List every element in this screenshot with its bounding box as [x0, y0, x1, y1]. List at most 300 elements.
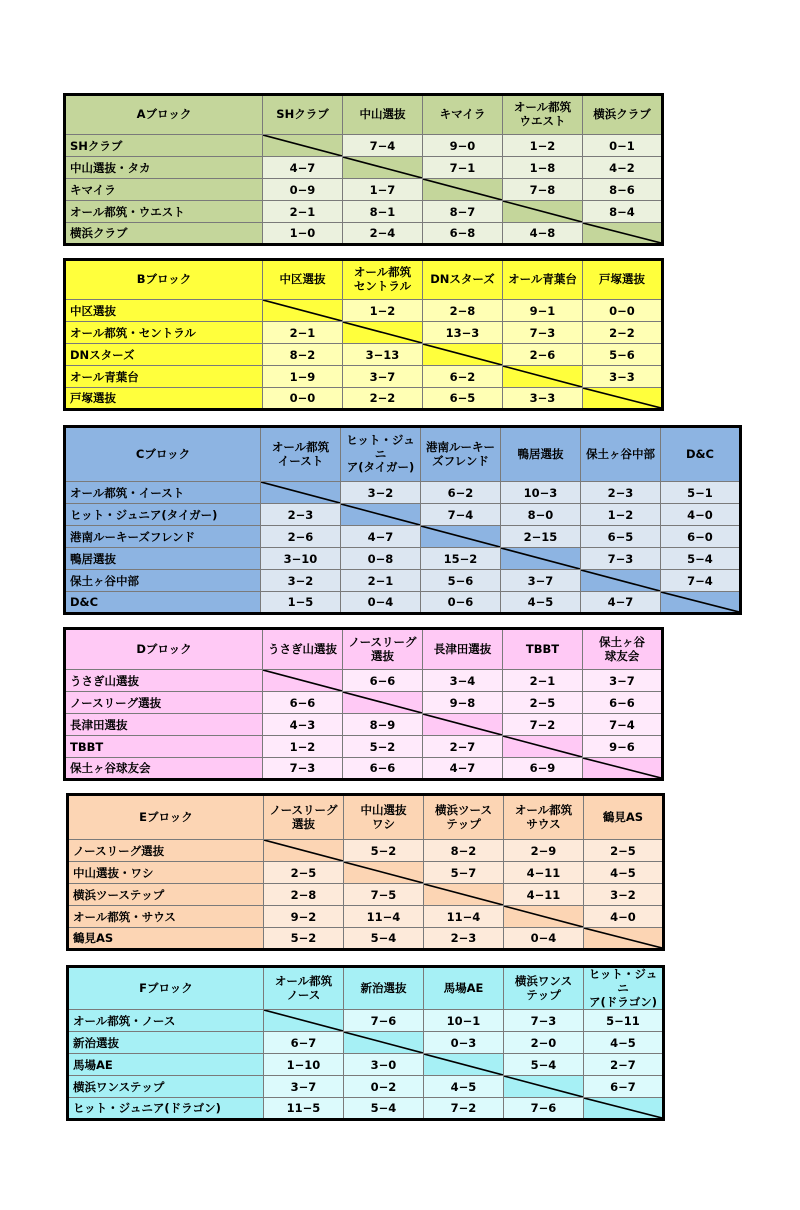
score-cell: 3−3: [583, 366, 663, 388]
score-cell: 11−5: [264, 1098, 344, 1120]
diagonal-slash-icon: [343, 322, 422, 343]
table-row: [68, 884, 664, 906]
score-cell: 1−5: [261, 592, 341, 614]
column-header: オール青葉台: [503, 260, 583, 300]
column-header: キマイラ: [423, 95, 503, 135]
diagonal-slash-icon: [424, 1054, 503, 1075]
team-name: 中山選抜・ワシ: [68, 862, 264, 884]
score-cell: 5−7: [424, 862, 504, 884]
score-cell: 5−2: [264, 928, 344, 950]
block-a-table: [63, 93, 664, 246]
score-cell: 5−2: [344, 840, 424, 862]
block-d-table: [63, 627, 664, 781]
diagonal-slash-icon: [584, 1098, 662, 1118]
score-cell: 7−2: [503, 714, 583, 736]
table-row: [65, 570, 741, 592]
table-row: [65, 758, 663, 780]
score-cell: 6−6: [343, 670, 423, 692]
table-row: [65, 322, 663, 344]
diagonal-cell: [261, 482, 341, 504]
diagonal-slash-icon: [261, 482, 340, 503]
diagonal-cell: [503, 366, 583, 388]
diagonal-cell: [343, 692, 423, 714]
score-cell: 2−8: [423, 300, 503, 322]
table-row: [68, 1054, 664, 1076]
team-name: 鶴見AS: [68, 928, 264, 950]
table-row: [68, 928, 664, 950]
score-cell: 2−7: [584, 1054, 664, 1076]
team-name: オール都筑・セントラル: [65, 322, 263, 344]
score-cell: 11−4: [344, 906, 424, 928]
team-name: オール都筑・ウエスト: [65, 201, 263, 223]
score-cell: 7−6: [344, 1010, 424, 1032]
score-cell: 6−6: [343, 758, 423, 780]
score-cell: 2−3: [581, 482, 661, 504]
score-cell: 3−7: [501, 570, 581, 592]
column-header: オール都筑 セントラル: [343, 260, 423, 300]
score-cell: 2−5: [264, 862, 344, 884]
diagonal-slash-icon: [583, 223, 661, 243]
diagonal-cell: [503, 736, 583, 758]
table-row: [65, 223, 663, 245]
team-name: 長津田選抜: [65, 714, 263, 736]
score-cell: 8−0: [501, 504, 581, 526]
diagonal-cell: [584, 1098, 664, 1120]
diagonal-cell: [583, 758, 663, 780]
column-header: オール都筑 ウエスト: [503, 95, 583, 135]
team-name: オール青葉台: [65, 366, 263, 388]
column-header: D&C: [661, 427, 741, 482]
column-header: TBBT: [503, 629, 583, 670]
score-cell: 13−3: [423, 322, 503, 344]
diagonal-cell: [343, 157, 423, 179]
score-cell: 11−4: [424, 906, 504, 928]
diagonal-cell: [583, 388, 663, 410]
score-cell: 2−3: [424, 928, 504, 950]
score-cell: 3−2: [341, 482, 421, 504]
diagonal-slash-icon: [341, 504, 420, 525]
score-cell: 7−4: [421, 504, 501, 526]
diagonal-cell: [264, 840, 344, 862]
column-header: オール都筑 サウス: [504, 795, 584, 840]
table-row: [68, 1076, 664, 1098]
score-cell: 1−0: [263, 223, 343, 245]
team-name: ヒット・ジュニア(タイガー): [65, 504, 261, 526]
team-name: オール都筑・イースト: [65, 482, 261, 504]
table-row: [65, 670, 663, 692]
team-name: TBBT: [65, 736, 263, 758]
team-name: 横浜クラブ: [65, 223, 263, 245]
score-cell: 4−7: [263, 157, 343, 179]
score-cell: 3−4: [423, 670, 503, 692]
score-cell: 2−5: [503, 692, 583, 714]
team-name: 保土ヶ谷中部: [65, 570, 261, 592]
diagonal-slash-icon: [344, 862, 423, 883]
column-header: 港南ルーキー ズフレンド: [421, 427, 501, 482]
diagonal-cell: [501, 548, 581, 570]
score-cell: 7−3: [581, 548, 661, 570]
score-cell: 1−8: [503, 157, 583, 179]
column-header: SHクラブ: [263, 95, 343, 135]
score-cell: 1−7: [343, 179, 423, 201]
header-row: [68, 795, 664, 840]
score-cell: 6−9: [503, 758, 583, 780]
diagonal-slash-icon: [503, 736, 582, 757]
team-name: オール都筑・サウス: [68, 906, 264, 928]
diagonal-slash-icon: [503, 366, 582, 387]
team-name: 港南ルーキーズフレンド: [65, 526, 261, 548]
table-row: [65, 714, 663, 736]
score-cell: 7−5: [344, 884, 424, 906]
score-cell: 2−1: [263, 322, 343, 344]
score-cell: 15−2: [421, 548, 501, 570]
score-cell: 0−0: [263, 388, 343, 410]
diagonal-slash-icon: [343, 692, 422, 713]
score-cell: 1−2: [343, 300, 423, 322]
score-cell: 8−1: [343, 201, 423, 223]
diagonal-slash-icon: [264, 840, 343, 861]
column-header: ヒット・ジュニ ア(ドラゴン): [584, 967, 664, 1010]
score-cell: 4−2: [583, 157, 663, 179]
diagonal-cell: [503, 201, 583, 223]
header-row: [65, 95, 663, 135]
column-header: 長津田選抜: [423, 629, 503, 670]
score-cell: 5−4: [344, 1098, 424, 1120]
column-header: 横浜ワンス テップ: [504, 967, 584, 1010]
score-cell: 2−8: [264, 884, 344, 906]
score-cell: 4−5: [584, 1032, 664, 1054]
table-row: [68, 1098, 664, 1120]
column-header: 中山選抜 ワシ: [344, 795, 424, 840]
score-cell: 2−9: [504, 840, 584, 862]
score-cell: 6−8: [423, 223, 503, 245]
diagonal-slash-icon: [583, 388, 661, 408]
table-row: [65, 592, 741, 614]
score-cell: 5−6: [583, 344, 663, 366]
score-cell: 7−6: [504, 1098, 584, 1120]
column-header: 鶴見AS: [584, 795, 664, 840]
column-header: オール都筑 ノース: [264, 967, 344, 1010]
score-cell: 6−7: [584, 1076, 664, 1098]
score-cell: 6−5: [423, 388, 503, 410]
diagonal-cell: [661, 592, 741, 614]
diagonal-slash-icon: [423, 344, 502, 365]
score-cell: 5−1: [661, 482, 741, 504]
score-cell: 2−6: [503, 344, 583, 366]
diagonal-slash-icon: [343, 157, 422, 178]
block-title: Fブロック: [68, 967, 264, 1010]
diagonal-slash-icon: [504, 1076, 583, 1097]
score-cell: 4−7: [423, 758, 503, 780]
score-cell: 4−5: [584, 862, 664, 884]
score-cell: 4−5: [501, 592, 581, 614]
diagonal-cell: [504, 1076, 584, 1098]
block-f-table: [66, 965, 665, 1121]
diagonal-cell: [344, 1032, 424, 1054]
score-cell: 1−2: [503, 135, 583, 157]
team-name: うさぎ山選抜: [65, 670, 263, 692]
score-cell: 7−2: [424, 1098, 504, 1120]
diagonal-slash-icon: [421, 526, 500, 547]
table-row: [65, 300, 663, 322]
column-header: ノースリーグ 選抜: [264, 795, 344, 840]
table-row: [65, 179, 663, 201]
diagonal-slash-icon: [264, 1010, 343, 1031]
score-cell: 4−11: [504, 884, 584, 906]
score-cell: 9−1: [503, 300, 583, 322]
score-cell: 7−3: [504, 1010, 584, 1032]
diagonal-cell: [423, 344, 503, 366]
column-header: 保土ヶ谷中部: [581, 427, 661, 482]
table-row: [65, 388, 663, 410]
score-cell: 3−7: [343, 366, 423, 388]
table-row: [65, 736, 663, 758]
diagonal-slash-icon: [423, 714, 502, 735]
diagonal-slash-icon: [501, 548, 580, 569]
column-header: 保土ヶ谷 球友会: [583, 629, 663, 670]
score-cell: 4−3: [263, 714, 343, 736]
score-cell: 2−1: [341, 570, 421, 592]
diagonal-slash-icon: [503, 201, 582, 222]
score-cell: 8−6: [583, 179, 663, 201]
column-header: うさぎ山選抜: [263, 629, 343, 670]
score-cell: 9−8: [423, 692, 503, 714]
score-cell: 9−2: [264, 906, 344, 928]
diagonal-cell: [263, 670, 343, 692]
team-name: ヒット・ジュニア(ドラゴン): [68, 1098, 264, 1120]
diagonal-cell: [504, 906, 584, 928]
team-name: ノースリーグ選抜: [68, 840, 264, 862]
score-cell: 2−1: [263, 201, 343, 223]
table-row: [65, 504, 741, 526]
score-cell: 0−3: [424, 1032, 504, 1054]
column-header: 横浜ツース テップ: [424, 795, 504, 840]
score-cell: 0−2: [344, 1076, 424, 1098]
score-cell: 0−1: [583, 135, 663, 157]
diagonal-slash-icon: [263, 670, 342, 691]
column-header: 横浜クラブ: [583, 95, 663, 135]
score-cell: 3−2: [261, 570, 341, 592]
diagonal-cell: [263, 135, 343, 157]
team-name: 保土ヶ谷球友会: [65, 758, 263, 780]
score-cell: 3−2: [584, 884, 664, 906]
column-header: ヒット・ジュニ ア(タイガー): [341, 427, 421, 482]
team-name: 馬場AE: [68, 1054, 264, 1076]
team-name: 新治選抜: [68, 1032, 264, 1054]
score-cell: 3−7: [264, 1076, 344, 1098]
column-header: オール都筑 イースト: [261, 427, 341, 482]
score-cell: 5−4: [661, 548, 741, 570]
score-cell: 10−3: [501, 482, 581, 504]
score-cell: 6−0: [661, 526, 741, 548]
score-cell: 1−2: [263, 736, 343, 758]
table-row: [68, 1010, 664, 1032]
table-row: [68, 840, 664, 862]
score-cell: 4−0: [661, 504, 741, 526]
score-cell: 7−4: [343, 135, 423, 157]
diagonal-cell: [423, 179, 503, 201]
score-cell: 4−8: [503, 223, 583, 245]
team-name: 中区選抜: [65, 300, 263, 322]
team-name: ノースリーグ選抜: [65, 692, 263, 714]
diagonal-slash-icon: [581, 570, 660, 591]
column-header: 馬場AE: [424, 967, 504, 1010]
score-cell: 2−5: [584, 840, 664, 862]
diagonal-slash-icon: [504, 906, 583, 927]
score-cell: 4−11: [504, 862, 584, 884]
column-header: 鴨居選抜: [501, 427, 581, 482]
score-cell: 9−6: [583, 736, 663, 758]
score-cell: 0−9: [263, 179, 343, 201]
table-row: [68, 862, 664, 884]
score-cell: 0−0: [583, 300, 663, 322]
header-row: [65, 629, 663, 670]
team-name: 横浜ワンステップ: [68, 1076, 264, 1098]
score-cell: 7−4: [583, 714, 663, 736]
diagonal-cell: [344, 862, 424, 884]
score-cell: 6−2: [421, 482, 501, 504]
diagonal-cell: [343, 322, 423, 344]
score-cell: 8−7: [423, 201, 503, 223]
score-cell: 3−10: [261, 548, 341, 570]
score-cell: 5−11: [584, 1010, 664, 1032]
score-cell: 0−4: [504, 928, 584, 950]
header-row: [68, 967, 664, 1010]
score-cell: 3−7: [583, 670, 663, 692]
block-e-table: [66, 793, 665, 951]
block-title: Cブロック: [65, 427, 261, 482]
score-cell: 10−1: [424, 1010, 504, 1032]
block-b-table: [63, 258, 664, 411]
score-cell: 7−3: [503, 322, 583, 344]
table-row: [68, 1032, 664, 1054]
score-cell: 1−2: [581, 504, 661, 526]
table-row: [68, 906, 664, 928]
block-c-table: [63, 425, 742, 615]
team-name: D&C: [65, 592, 261, 614]
column-header: 中山選抜: [343, 95, 423, 135]
score-cell: 4−5: [424, 1076, 504, 1098]
score-cell: 1−9: [263, 366, 343, 388]
score-cell: 6−5: [581, 526, 661, 548]
score-cell: 0−4: [341, 592, 421, 614]
diagonal-cell: [421, 526, 501, 548]
table-row: [65, 692, 663, 714]
score-cell: 8−2: [263, 344, 343, 366]
score-cell: 3−3: [503, 388, 583, 410]
table-row: [65, 135, 663, 157]
score-cell: 7−8: [503, 179, 583, 201]
score-cell: 3−13: [343, 344, 423, 366]
table-row: [65, 157, 663, 179]
diagonal-cell: [583, 223, 663, 245]
score-cell: 4−7: [581, 592, 661, 614]
score-cell: 5−6: [421, 570, 501, 592]
score-cell: 2−2: [343, 388, 423, 410]
score-cell: 6−6: [263, 692, 343, 714]
diagonal-cell: [584, 928, 664, 950]
table-row: [65, 201, 663, 223]
diagonal-cell: [424, 1054, 504, 1076]
diagonal-slash-icon: [423, 179, 502, 200]
header-row: [65, 260, 663, 300]
block-title: Dブロック: [65, 629, 263, 670]
diagonal-slash-icon: [583, 758, 661, 778]
score-cell: 6−6: [583, 692, 663, 714]
diagonal-cell: [264, 1010, 344, 1032]
diagonal-cell: [263, 300, 343, 322]
score-cell: 0−6: [421, 592, 501, 614]
diagonal-cell: [424, 884, 504, 906]
score-cell: 9−0: [423, 135, 503, 157]
score-cell: 6−7: [264, 1032, 344, 1054]
table-row: [65, 366, 663, 388]
diagonal-cell: [581, 570, 661, 592]
score-cell: 7−4: [661, 570, 741, 592]
score-cell: 2−3: [261, 504, 341, 526]
diagonal-slash-icon: [344, 1032, 423, 1053]
score-cell: 3−0: [344, 1054, 424, 1076]
team-name: 戸塚選抜: [65, 388, 263, 410]
team-name: SHクラブ: [65, 135, 263, 157]
score-cell: 8−2: [424, 840, 504, 862]
score-cell: 2−2: [583, 322, 663, 344]
score-cell: 7−3: [263, 758, 343, 780]
team-name: 中山選抜・タカ: [65, 157, 263, 179]
table-row: [65, 482, 741, 504]
diagonal-slash-icon: [424, 884, 503, 905]
score-cell: 8−9: [343, 714, 423, 736]
score-cell: 1−10: [264, 1054, 344, 1076]
score-cell: 0−8: [341, 548, 421, 570]
score-cell: 2−4: [343, 223, 423, 245]
score-cell: 2−7: [423, 736, 503, 758]
table-row: [65, 526, 741, 548]
diagonal-cell: [423, 714, 503, 736]
header-row: [65, 427, 741, 482]
score-cell: 6−2: [423, 366, 503, 388]
column-header: 中区選抜: [263, 260, 343, 300]
block-title: Bブロック: [65, 260, 263, 300]
diagonal-cell: [341, 504, 421, 526]
score-cell: 4−7: [341, 526, 421, 548]
score-cell: 2−15: [501, 526, 581, 548]
table-row: [65, 344, 663, 366]
score-cell: 2−6: [261, 526, 341, 548]
table-row: [65, 548, 741, 570]
block-title: Aブロック: [65, 95, 263, 135]
diagonal-slash-icon: [263, 300, 342, 321]
team-name: オール都筑・ノース: [68, 1010, 264, 1032]
score-cell: 2−1: [503, 670, 583, 692]
team-name: 鴨居選抜: [65, 548, 261, 570]
score-cell: 2−0: [504, 1032, 584, 1054]
score-cell: 8−4: [583, 201, 663, 223]
score-cell: 7−1: [423, 157, 503, 179]
score-cell: 5−2: [343, 736, 423, 758]
column-header: 戸塚選抜: [583, 260, 663, 300]
column-header: ノースリーグ 選抜: [343, 629, 423, 670]
diagonal-slash-icon: [263, 135, 342, 156]
score-cell: 4−0: [584, 906, 664, 928]
column-header: 新治選抜: [344, 967, 424, 1010]
score-cell: 5−4: [504, 1054, 584, 1076]
team-name: 横浜ツーステップ: [68, 884, 264, 906]
diagonal-slash-icon: [584, 928, 662, 948]
team-name: キマイラ: [65, 179, 263, 201]
column-header: DNスターズ: [423, 260, 503, 300]
diagonal-slash-icon: [661, 592, 739, 612]
